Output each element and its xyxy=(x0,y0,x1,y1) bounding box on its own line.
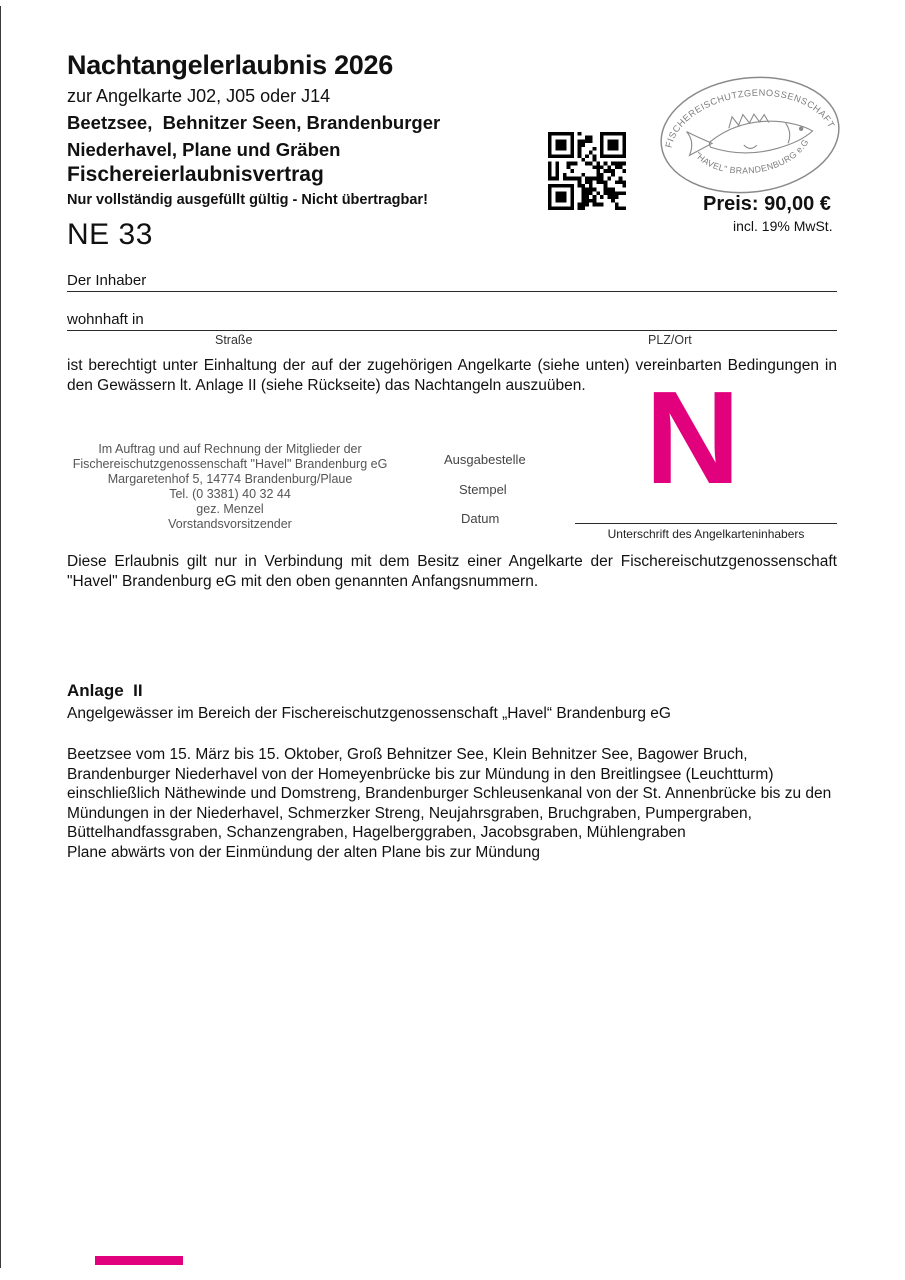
street-label: Straße xyxy=(215,333,253,347)
signature-line xyxy=(575,523,837,524)
waters-line-1: Beetzsee, Behnitzer Seen, Brandenburger xyxy=(67,112,441,133)
issuer-line: gez. Menzel xyxy=(196,502,264,516)
stamp-graphic xyxy=(651,63,848,207)
qr-code xyxy=(548,132,626,210)
organisation-stamp xyxy=(651,63,848,207)
stamp-org-name-bottom: "HAVEL" BRANDENBURG e.G xyxy=(693,137,811,176)
issuer-line: Tel. (0 3381) 40 32 44 xyxy=(169,487,291,501)
price-label: Preis: 90,00 € xyxy=(703,193,831,215)
stamp-org-name-top: FISCHEREISCHUTZGENOSSENSCHAFT xyxy=(663,87,837,149)
annex-plane-paragraph: Plane abwärts von der Einmündung der alten Plane bis zur Mündung xyxy=(67,843,541,861)
annex-body xyxy=(67,745,842,862)
holder-field xyxy=(67,269,837,292)
issuer-line: Vorstandsvorsitzender xyxy=(168,517,292,531)
date-label: Datum xyxy=(461,511,500,526)
signature-label: Unterschrift des Angelkarteninhabers xyxy=(607,527,805,541)
authorization-paragraph: ist berechtigt unter Einhaltung der auf der zugehörigen Angelkarte (siehe unten) vereinbarten Bedingungen in den Gewässern lt. Anlage II (siehe Rückseite) das Nachtangeln auszuüben. xyxy=(67,357,837,394)
angelkarte-subtitle: zur Angelkarte J02, J05 oder J14 xyxy=(67,86,331,106)
waters-line-2: Niederhavel, Plane und Gräben xyxy=(67,139,341,160)
bottom-print-mark xyxy=(95,1256,183,1265)
validity-paragraph: Diese Erlaubnis gilt nur in Verbindung mit dem Besitz einer Angelkarte der Fischereischutzgenossenschaft "Havel" Brandenburg eG mit den oben genannten Anfangsnummern. xyxy=(67,553,837,590)
permit-number: NE 33 xyxy=(67,218,153,251)
residence-label: wohnhaft in xyxy=(67,311,144,328)
residence-field xyxy=(67,308,837,331)
left-crop-mark xyxy=(0,6,1,1268)
annex-title: Anlage II xyxy=(67,681,143,700)
zip-city-label: PLZ/Ort xyxy=(648,333,692,347)
stamp-label: Stempel xyxy=(459,482,507,497)
issuing-office-label: Ausgabestelle xyxy=(444,452,526,467)
night-permit-mark: N xyxy=(645,364,741,511)
contract-title: Fischereierlaubnisvertrag xyxy=(67,163,324,186)
issuer-line: Fischereischutzgenossenschaft "Havel" Brandenburg eG xyxy=(72,457,388,471)
issuer-line: Margaretenhof 5, 14774 Brandenburg/Plaue xyxy=(107,472,353,486)
vat-note: incl. 19% MwSt. xyxy=(733,218,833,234)
holder-label: Der Inhaber xyxy=(67,272,147,289)
issuer-block xyxy=(70,442,390,532)
validity-note: Nur vollständig ausgefüllt gültig - Nicht übertragbar! xyxy=(67,192,428,208)
page-title: Nachtangelerlaubnis 2026 xyxy=(67,50,393,80)
annex-subtitle: Angelgewässer im Bereich der Fischereischutzgenossenschaft „Havel“ Brandenburg eG xyxy=(67,705,671,722)
issuer-line: Im Auftrag und auf Rechnung der Mitglieder der xyxy=(98,442,362,456)
annex-waters-paragraph: Beetzsee vom 15. März bis 15. Oktober, Groß Behnitzer See, Klein Behnitzer See, Bagower Bruch, Brandenburger Niederhavel von der Homeyenbrücke bis zur Mündung in den Breitlingsee (Leuchtturm) einschließlich Näthewinde und Domstreng, Brandenburger Schleusenkanal von der St. Annenbrücke bis zu den Mündungen in der Niederhavel, Schmerzker Streng, Neujahrsgraben, Bruchgraben, Pumpergraben, Büttelhandfassgraben, Schanzengraben, Hagelberggraben, Jacobsgraben, Mühlengraben xyxy=(67,746,832,841)
